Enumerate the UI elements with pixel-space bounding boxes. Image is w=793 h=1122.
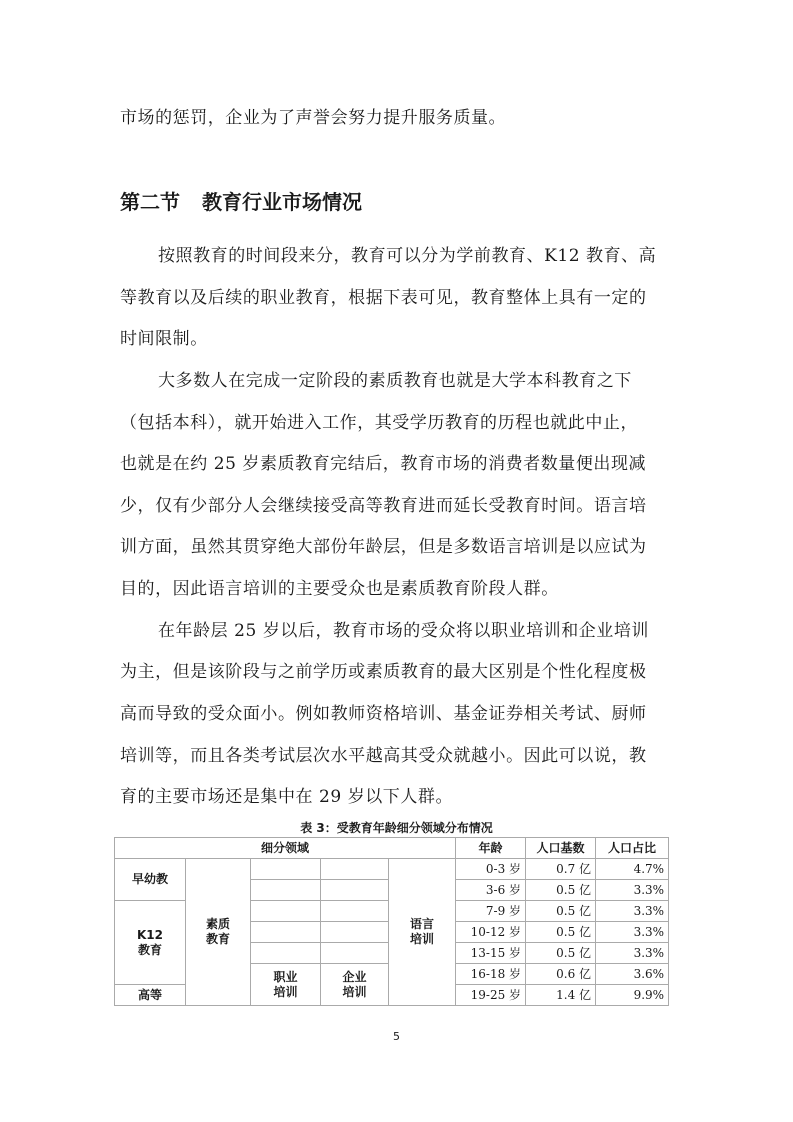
paragraph-line: 育的主要市场还是集中在 29 岁以下人群。	[120, 787, 453, 807]
cell-population: 1.4 亿	[526, 985, 596, 1006]
paragraph-line: 少，仅有少部分人会继续接受高等教育进而延长受教育时间。语言培	[120, 496, 647, 516]
cell-population: 0.7 亿	[526, 859, 596, 880]
header-domain: 细分领域	[115, 838, 456, 859]
section-number: 第二节	[120, 190, 180, 214]
cell-age: 19-25 岁	[456, 985, 526, 1006]
cell-population: 0.5 亿	[526, 901, 596, 922]
cell-ratio: 3.3%	[596, 901, 669, 922]
cell-population: 0.5 亿	[526, 943, 596, 964]
empty-cell	[321, 880, 389, 901]
paragraph-line: 培训等，而且各类考试层次水平越高其受众就越小。因此可以说，教	[120, 746, 647, 766]
label-enterprise-training: 企业 培训	[321, 964, 389, 1006]
page-number: 5	[393, 1030, 400, 1043]
paragraph-line: 时间限制。	[120, 329, 208, 349]
label-vocational-training: 职业 培训	[251, 964, 321, 1006]
paragraph-line: 大多数人在完成一定阶段的素质教育也就是大学本科教育之下	[158, 371, 632, 391]
empty-cell	[251, 859, 321, 880]
cell-age: 16-18 岁	[456, 964, 526, 985]
education-age-table	[114, 837, 669, 1006]
paragraph-line: 高而导致的受众面小。例如教师资格培训、基金证券相关考试、厨师	[120, 704, 647, 724]
cell-population: 0.6 亿	[526, 964, 596, 985]
label-early-education: 早幼教	[115, 859, 186, 901]
label-quality-education: 素质 教育	[186, 859, 251, 1006]
paragraph-line: 训方面，虽然其贯穿绝大部份年龄层，但是多数语言培训是以应试为	[120, 537, 647, 557]
cell-ratio: 3.3%	[596, 922, 669, 943]
table-row	[115, 859, 669, 880]
cell-age: 13-15 岁	[456, 943, 526, 964]
empty-cell	[251, 943, 321, 964]
header-ratio: 人口占比	[596, 838, 669, 859]
cell-age: 10-12 岁	[456, 922, 526, 943]
cell-age: 7-9 岁	[456, 901, 526, 922]
paragraph-line: 在年龄层 25 岁以后，教育市场的受众将以职业培训和企业培训	[158, 621, 649, 641]
empty-cell	[251, 880, 321, 901]
empty-cell	[321, 901, 389, 922]
empty-cell	[251, 922, 321, 943]
cell-age: 3-6 岁	[456, 880, 526, 901]
header-population: 人口基数	[526, 838, 596, 859]
empty-cell	[251, 901, 321, 922]
cell-ratio: 4.7%	[596, 859, 669, 880]
cell-population: 0.5 亿	[526, 880, 596, 901]
cell-age: 0-3 岁	[456, 859, 526, 880]
paragraph-line: 也就是在约 25 岁素质教育完结后，教育市场的消费者数量便出现减	[120, 454, 647, 474]
paragraph-line: 为主，但是该阶段与之前学历或素质教育的最大区别是个性化程度极	[120, 662, 647, 682]
label-k12-education: K12 教育	[115, 901, 186, 985]
paragraph-line: （包括本科），就开始进入工作，其受学历教育的历程也就此中止，	[120, 413, 638, 433]
label-language-training: 语言 培训	[389, 859, 456, 1006]
paragraph-line: 市场的惩罚，企业为了声誉会努力提升服务质量。	[120, 108, 507, 128]
empty-cell	[321, 922, 389, 943]
header-age: 年龄	[456, 838, 526, 859]
paragraph-line: 按照教育的时间段来分，教育可以分为学前教育、K12 教育、高	[158, 246, 657, 266]
paragraph-line: 等教育以及后续的职业教育，根据下表可见，教育整体上具有一定的	[120, 288, 647, 308]
cell-ratio: 3.6%	[596, 964, 669, 985]
cell-ratio: 3.3%	[596, 880, 669, 901]
cell-population: 0.5 亿	[526, 922, 596, 943]
section-heading	[120, 186, 362, 215]
cell-ratio: 3.3%	[596, 943, 669, 964]
empty-cell	[321, 859, 389, 880]
empty-cell	[321, 943, 389, 964]
paragraph-line: 目的，因此语言培训的主要受众也是素质教育阶段人群。	[120, 579, 559, 599]
cell-ratio: 9.9%	[596, 985, 669, 1006]
table-caption: 表 3：受教育年龄细分领域分布情况	[300, 821, 493, 835]
table-header-row	[115, 838, 669, 859]
section-title: 教育行业市场情况	[202, 190, 362, 214]
label-higher-education: 高等	[115, 985, 186, 1006]
